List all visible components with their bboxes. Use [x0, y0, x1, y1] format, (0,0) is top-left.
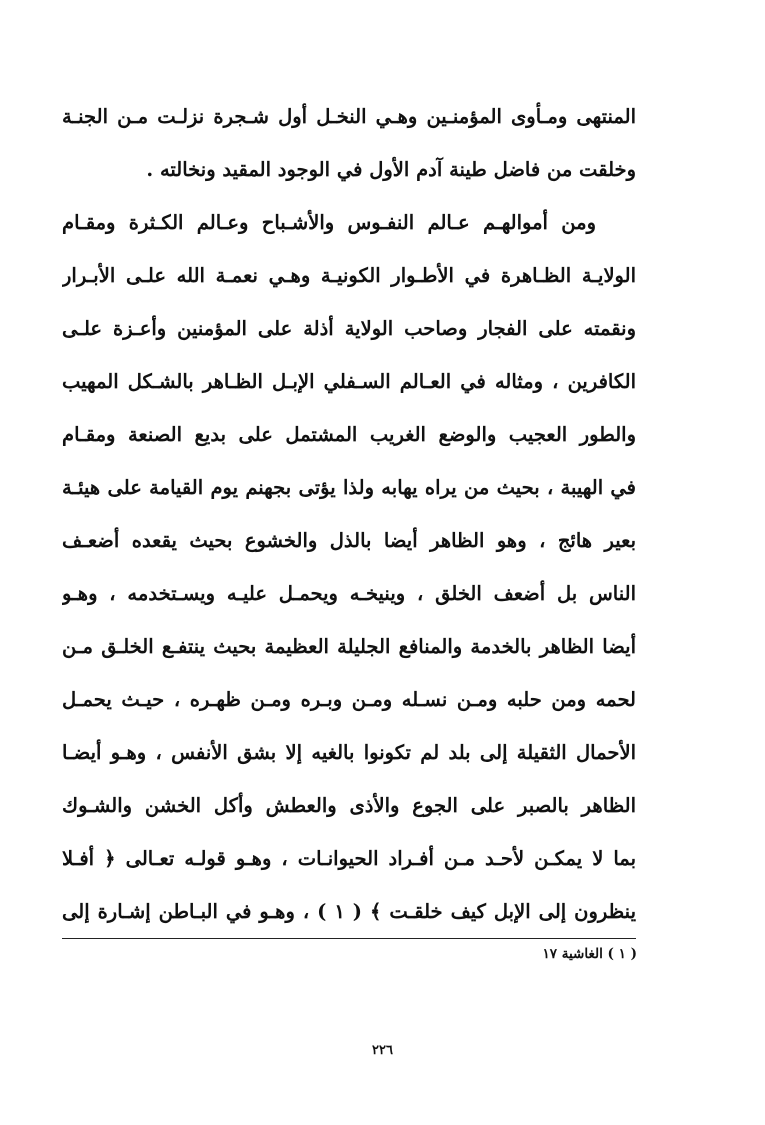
page-number: ٢٢٦ [372, 1043, 393, 1058]
text-line-7: والطور العجيب والوضع الغريب المشتمل على بديع الصنعة ومقـام [62, 423, 636, 446]
text-line-14: الظاهر بالصبر على الجوع والأذى والعطش وأكل الخشن والشـوك [62, 794, 636, 817]
text-line-10: الناس بل أضعف الخلق ، وينيخـه ويحمـل عليـه ويسـتخدمه ، وهـو [62, 582, 636, 605]
text-line-12: لحمه ومن حلبه ومـن نسـله ومـن وبـره ومـن ظهـره ، حيـث يحمـل [62, 688, 636, 711]
text-line-3: ومن أموالهـم عـالم النفـوس والأشـباح وعـالم الكـثرة ومقـام [62, 211, 596, 234]
text-line-11: أيضا الظاهر بالخدمة والمنافع الجليلة العظيمة بحيث ينتفـع الخلـق مـن [62, 635, 636, 658]
text-line-6: الكافرين ، ومثاله في العـالم السـفلي الإبـل الظـاهر بالشـكل المهيب [62, 370, 636, 393]
text-line-2: وخلقت من فاضل طينة آدم الأول في الوجود المقيد ونخالته . [146, 158, 636, 181]
footnote: ( ١ ) الغاشية ١٧ [542, 946, 637, 962]
text-line-1: المنتهى ومـأوى المؤمنـين وهـي النخـل أول شـجرة نزلـت مـن الجنـة [62, 105, 636, 128]
text-line-4: الولايـة الظـاهرة في الأطـوار الكونيـة وهـي نعمـة الله علـى الأبـرار [62, 264, 636, 287]
text-line-13: الأحمال الثقيلة إلى بلد لم تكونوا بالغيه إلا بشق الأنفس ، وهـو أيضـا [62, 741, 636, 764]
text-line-16: ينظرون إلى الإبل كيف خلقـت ﴾ ( ١ ) ، وهـو في البـاطن إشـارة إلى [62, 900, 636, 923]
text-line-8: في الهيبة ، بحيث من يراه يهابه ولذا يؤتى بجهنم يوم القيامة على هيئـة [62, 476, 636, 499]
footnote-divider [62, 938, 636, 939]
main-text [62, 90, 636, 938]
text-line-9: بعير هائج ، وهو الظاهر أيضا بالذل والخشوع بحيث يقعده أضعـف [62, 529, 636, 552]
text-line-5: ونقمته على الفجار وصاحب الولاية أذلة على المؤمنين وأعـزة علـى [62, 317, 636, 340]
text-line-15: بما لا يمكـن لأحـد مـن أفـراد الحيوانـات ، وهـو قولـه تعـالى ﴿ أفـلا [62, 847, 636, 870]
